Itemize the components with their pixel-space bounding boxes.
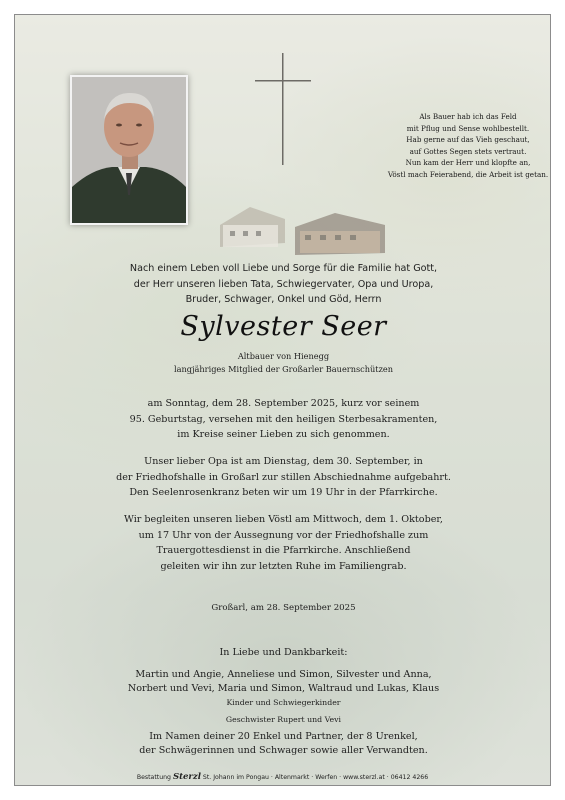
mourners-list	[35, 668, 532, 758]
thanks-heading: In Liebe und Dankbarkeit:	[219, 647, 348, 658]
paragraph-line: am Sonntag, dem 28. September 2025, kurz vor seinem	[147, 398, 420, 409]
paragraph-line: um 17 Uhr von der Aussegnung vor der Friedhofshalle zum	[138, 529, 429, 541]
intro-text	[35, 261, 532, 308]
paragraph-line: Den Seelenrosenkranz beten wir um 19 Uhr in der Pfarrkirche.	[129, 487, 438, 499]
paragraph-line: Trauergottesdienst in die Pfarrkirche. Anschließend	[156, 545, 411, 557]
paragraph-line: der Friedhofshalle in Großarl zur stillen Abschiednahme aufgebahrt.	[116, 471, 451, 483]
deceased-membership: langjähriges Mitglied der Großarler Bauernschützen	[173, 364, 394, 374]
funeral-home-logo: Sterzl	[172, 772, 201, 782]
farm-buildings-image	[205, 195, 405, 265]
footer-prefix: Bestattung	[136, 774, 171, 781]
paragraph-line: Wir begleiten unseren lieben Vöstl am Mittwoch, dem 1. Oktober,	[124, 514, 443, 525]
viewing-paragraph	[35, 454, 532, 501]
mourners-line: Im Namen deiner 20 Enkel und Partner, der 8 Urenkel,	[149, 731, 418, 742]
parte-frame	[14, 14, 551, 786]
poem-line: auf Gottes Segen stets vertraut.	[409, 146, 527, 156]
mourners-line: der Schwägerinnen und Schwager sowie aller Verwandten.	[139, 745, 428, 756]
mourners-line: Martin und Angie, Anneliese und Simon, Silvester und Anna,	[135, 669, 432, 680]
intro-line: der Herr unseren lieben Tata, Schwiegervater, Opa und Uropa,	[133, 278, 434, 290]
footer	[15, 772, 550, 782]
poem-line: Vöstl mach Feierabend, die Arbeit ist getan.	[387, 169, 549, 179]
paragraph-line: geleiten wir ihn zur letzten Ruhe im Familiengrab.	[160, 560, 407, 572]
deceased-title: Altbauer von Hienegg	[237, 351, 330, 361]
death-notice-paragraph	[35, 396, 532, 443]
poem-line: Hab gerne auf das Vieh geschaut,	[406, 135, 530, 144]
poem	[383, 111, 551, 180]
poem-line: Nun kam der Herr und klopfte an,	[405, 158, 531, 167]
cross-icon	[255, 53, 311, 165]
intro-line: Bruder, Schwager, Onkel und Göd, Herrn	[185, 294, 382, 306]
paragraph-line: im Kreise seiner Lieben zu sich genommen.	[177, 429, 390, 441]
intro-line: Nach einem Leben voll Liebe und Sorge für die Familie hat Gott,	[129, 263, 438, 274]
mourners-line: Norbert und Vevi, Maria und Simon, Waltraud und Lukas, Klaus	[127, 683, 440, 694]
paragraph-line: 95. Geburtstag, versehen mit den heiligen Sterbesakramenten,	[129, 413, 438, 425]
portrait-photo	[70, 75, 188, 225]
place-date: Großarl, am 28. September 2025	[211, 603, 356, 613]
mourners-relation: Kinder und Schwiegerkinder	[226, 698, 341, 707]
poem-line: Als Bauer hab ich das Feld	[419, 112, 517, 121]
funeral-paragraph	[35, 512, 532, 574]
footer-text: St. Johann im Pongau · Altenmarkt · Werfen · www.sterzl.at · 06412 4266	[202, 774, 429, 781]
deceased-name: Sylvester Seer	[180, 311, 387, 342]
paragraph-line: Unser lieber Opa ist am Dienstag, dem 30. September, in	[144, 456, 423, 467]
poem-line: mit Pflug und Sense wohlbestellt.	[406, 123, 530, 133]
mourners-siblings: Geschwister Rupert und Vevi	[225, 715, 342, 724]
